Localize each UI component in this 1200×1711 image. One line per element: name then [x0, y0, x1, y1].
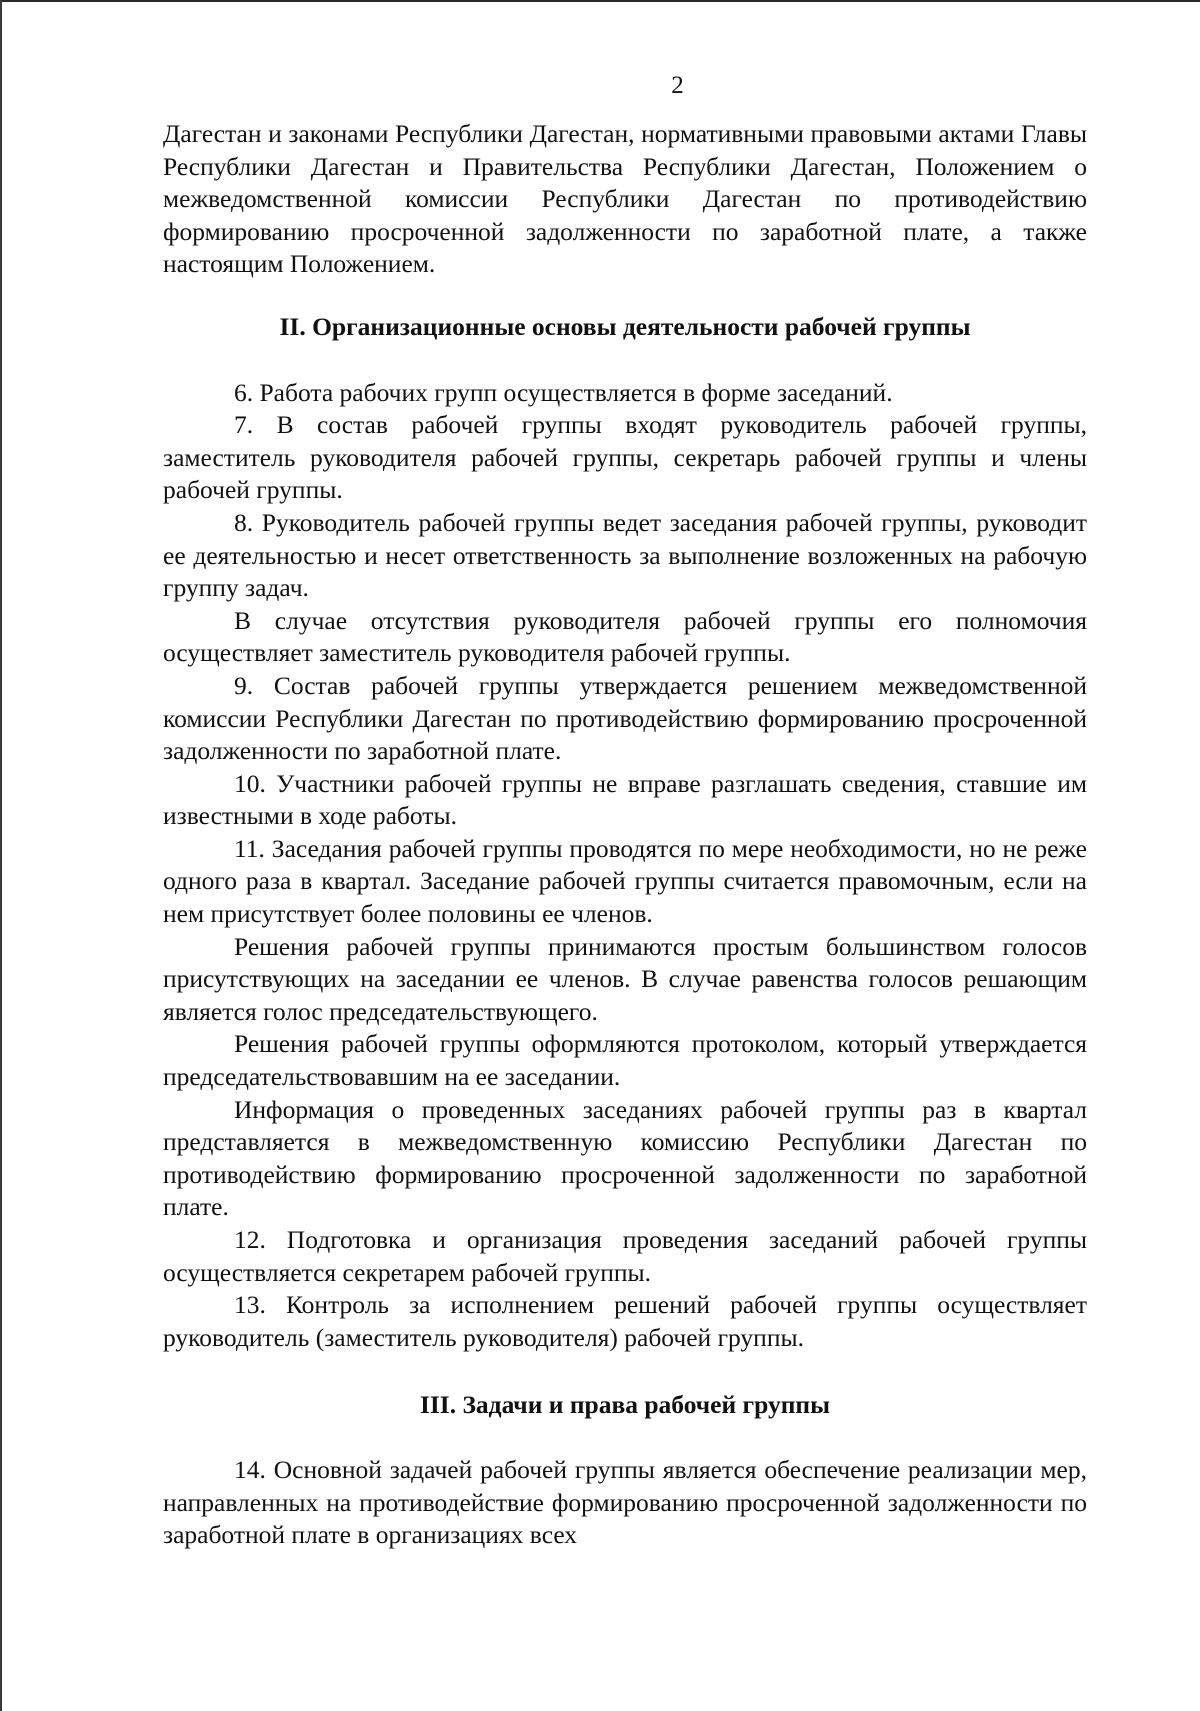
- section-2-heading: II. Организационные основы деятельности рабочей группы: [279, 311, 971, 341]
- paragraph-10: 10. Участники рабочей группы не вправе разглашать сведения, ставшие им известными в ходе работы.: [163, 768, 1087, 831]
- paragraph-11-protocol: Решения рабочей группы оформляются протоколом, который утверждается председательствовавшим на ее заседании.: [163, 1029, 1087, 1092]
- paragraph-13: 13. Контроль за исполнением решений рабочей группы осуществляет руководитель (заместитель руководителя) рабочей группы.: [163, 1290, 1087, 1352]
- paragraph-8: 8. Руководитель рабочей группы ведет заседания рабочей группы, руководит ее деятельностью и несет ответственность за выполнение возложенных на рабочую группу задач.: [163, 507, 1087, 603]
- paragraph-9: 9. Состав рабочей группы утверждается решением межведомственной комиссии Республики Дагестан по противодействию формированию просроченной задолженности по заработной плате.: [163, 670, 1087, 766]
- page-number: 2: [671, 72, 684, 99]
- scan-left-edge: [0, 0, 2, 1711]
- intro-paragraph: Дагестан и законами Республики Дагестан, нормативными правовыми актами Главы Республики Дагестан и Правительства Республики Дагестан, Положением о межведомственной комиссии Республики Дагестан по противодействию формированию просроченной задолженности по заработной плате, а также настоящим Положением.: [163, 119, 1087, 279]
- section-3-heading: III. Задачи и права рабочей группы: [419, 1390, 831, 1420]
- paragraph-11: 11. Заседания рабочей группы проводятся по мере необходимости, но не реже одного раза в квартал. Заседание рабочей группы считается правомочным, если на нем присутствует более половины ее членов.: [163, 833, 1087, 929]
- paragraph-6: 6. Работа рабочих групп осуществляется в форме заседаний.: [234, 377, 893, 407]
- document-body: [163, 118, 1087, 1552]
- paragraph-12: 12. Подготовка и организация проведения заседаний рабочей группы осуществляется секретарем рабочей группы.: [163, 1225, 1087, 1287]
- paragraph-11-decisions: Решения рабочей группы принимаются простым большинством голосов присутствующих на заседании ее членов. В случае равенства голосов решающим является голос председательствующего.: [163, 931, 1087, 1026]
- paragraph-14: 14. Основной задачей рабочей группы является обеспечение реализации мер, направленных на противодействие формированию просроченной задолженности по заработной плате в организациях всех: [163, 1454, 1087, 1550]
- scan-top-edge: [0, 0, 1200, 2]
- paragraph-11-information: Информация о проведенных заседаниях рабочей группы раз в квартал представляется в межведомственную комиссию Республики Дагестан по противодействию формированию просроченной задолженности по заработной плате.: [163, 1094, 1087, 1222]
- paragraph-7: 7. В состав рабочей группы входят руководитель рабочей группы, заместитель руководителя рабочей группы, секретарь рабочей группы и члены рабочей группы.: [163, 410, 1087, 505]
- paragraph-8-continuation: В случае отсутствия руководителя рабочей группы его полномочия осуществляет заместитель руководителя рабочей группы.: [163, 605, 1087, 668]
